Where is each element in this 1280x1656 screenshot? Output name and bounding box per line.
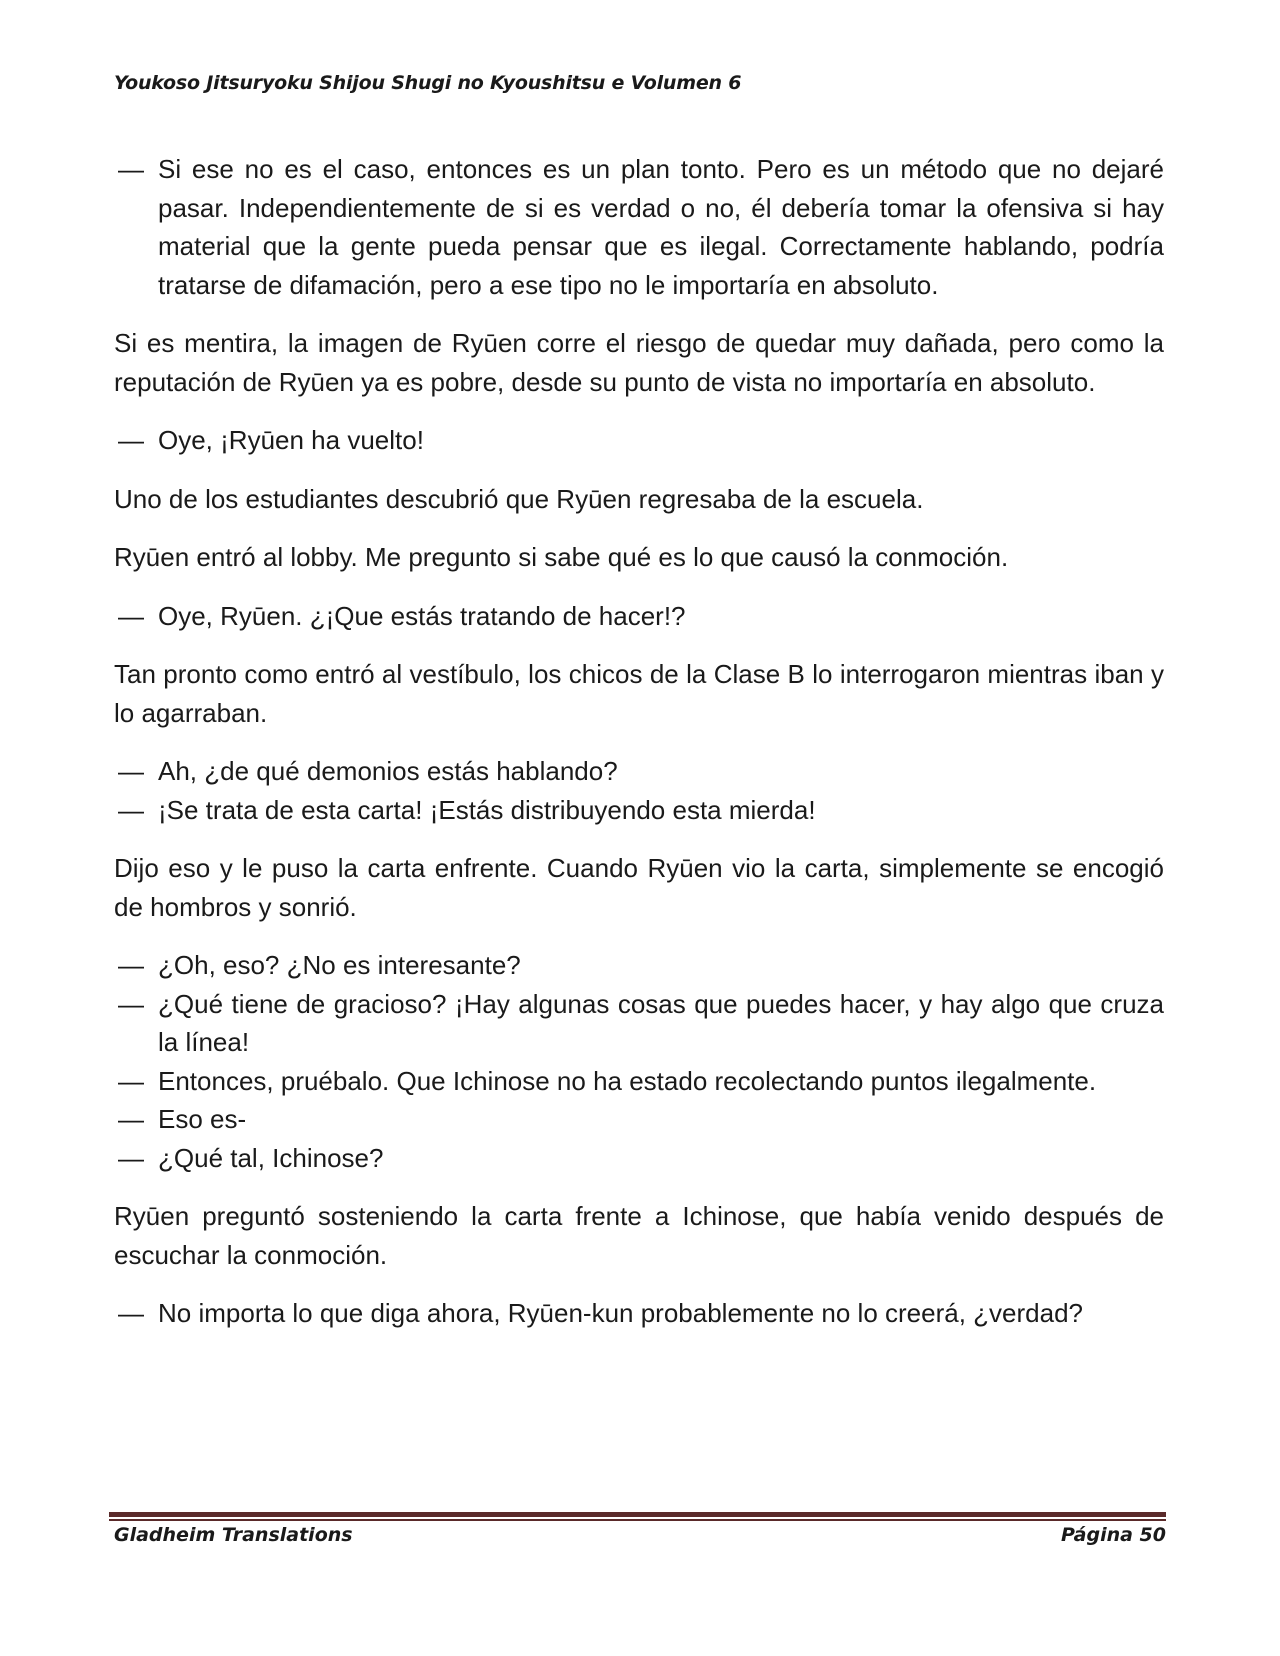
dialogue-line: — Oye, Ryūen. ¿¡Que estás tratando de hacer!?: [114, 597, 1164, 636]
page-number: Página 50: [1060, 1524, 1166, 1546]
dialogue-line: — ¿Qué tiene de gracioso? ¡Hay algunas cosas que puedes hacer, y hay algo que cruza la línea!: [114, 985, 1164, 1062]
dialogue-dash: —: [118, 1065, 144, 1096]
footer-divider: [109, 1512, 1166, 1521]
dialogue-group: [114, 150, 1164, 304]
narration-paragraph: Uno de los estudiantes descubrió que Ryūen regresaba de la escuela.: [114, 483, 924, 514]
dialogue-dash: —: [118, 950, 144, 980]
dialogue-line: — Ah, ¿de qué demonios estás hablando?: [114, 752, 1164, 791]
footer-publisher: Gladheim Translations: [114, 1524, 353, 1546]
dialogue-line: — ¿Oh, eso? ¿No es interesante?: [114, 946, 1164, 985]
dialogue-dash: —: [118, 1104, 144, 1134]
dialogue-dash: —: [118, 154, 144, 184]
dialogue-line: — Si ese no es el caso, entonces es un plan tonto. Pero es un método que no dejaré pasar. Independientemente de si es verdad o no, él debería tomar la ofensiva si hay material que la gente pueda pensar que es ilegal. Correctamente hablando, podría tratarse de difamación, pero a ese tipo no le importaría en absoluto.: [114, 150, 1164, 304]
dialogue-dash: —: [118, 756, 144, 786]
dialogue-dash: —: [118, 1142, 144, 1173]
dialogue-dash: —: [118, 988, 144, 1019]
narration-paragraph: Tan pronto como entró al vestíbulo, los chicos de la Clase B lo interrogaron mientras iban y lo agarraban.: [114, 659, 1164, 728]
narration-paragraph: Si es mentira, la imagen de Ryūen corre el riesgo de quedar muy dañada, pero como la reputación de Ryūen ya es pobre, desde su punto de vista no importaría en absoluto.: [114, 328, 1164, 397]
dialogue-group: [114, 946, 1164, 1177]
dialogue-dash: —: [118, 1298, 144, 1328]
narration-paragraph: Ryūen preguntó sosteniendo la carta frente a Ichinose, que había venido después de escuchar la conmoción.: [114, 1201, 1164, 1270]
dialogue-group: [114, 421, 1164, 460]
page-body: [114, 150, 1164, 1353]
dialogue-line: — No importa lo que diga ahora, Ryūen-kun probablemente no lo creerá, ¿verdad?: [114, 1294, 1164, 1333]
dialogue-line: — ¿Qué tal, Ichinose?: [114, 1139, 1164, 1178]
dialogue-dash: —: [118, 600, 144, 631]
dialogue-line: — Entonces, pruébalo. Que Ichinose no ha estado recolectando puntos ilegalmente.: [114, 1062, 1164, 1101]
footer-divider-thin: [109, 1519, 1166, 1521]
narration-paragraph: Ryūen entró al lobby. Me pregunto si sabe qué es lo que causó la conmoción.: [114, 542, 1009, 572]
dialogue-group: [114, 1294, 1164, 1333]
dialogue-dash: —: [118, 794, 144, 825]
dialogue-group: [114, 597, 1164, 636]
footer-divider-thick: [109, 1512, 1166, 1517]
dialogue-dash: —: [118, 425, 144, 455]
dialogue-line: — ¡Se trata de esta carta! ¡Estás distribuyendo esta mierda!: [114, 791, 1164, 830]
narration-paragraph: Dijo eso y le puso la carta enfrente. Cuando Ryūen vio la carta, simplemente se encogió de hombros y sonrió.: [114, 853, 1164, 922]
running-header: Youkoso Jitsuryoku Shijou Shugi no Kyoushitsu e Volumen 6: [114, 72, 742, 94]
dialogue-group: [114, 752, 1164, 829]
dialogue-line: — Oye, ¡Ryūen ha vuelto!: [114, 421, 1164, 460]
dialogue-line: — Eso es-: [114, 1100, 1164, 1139]
